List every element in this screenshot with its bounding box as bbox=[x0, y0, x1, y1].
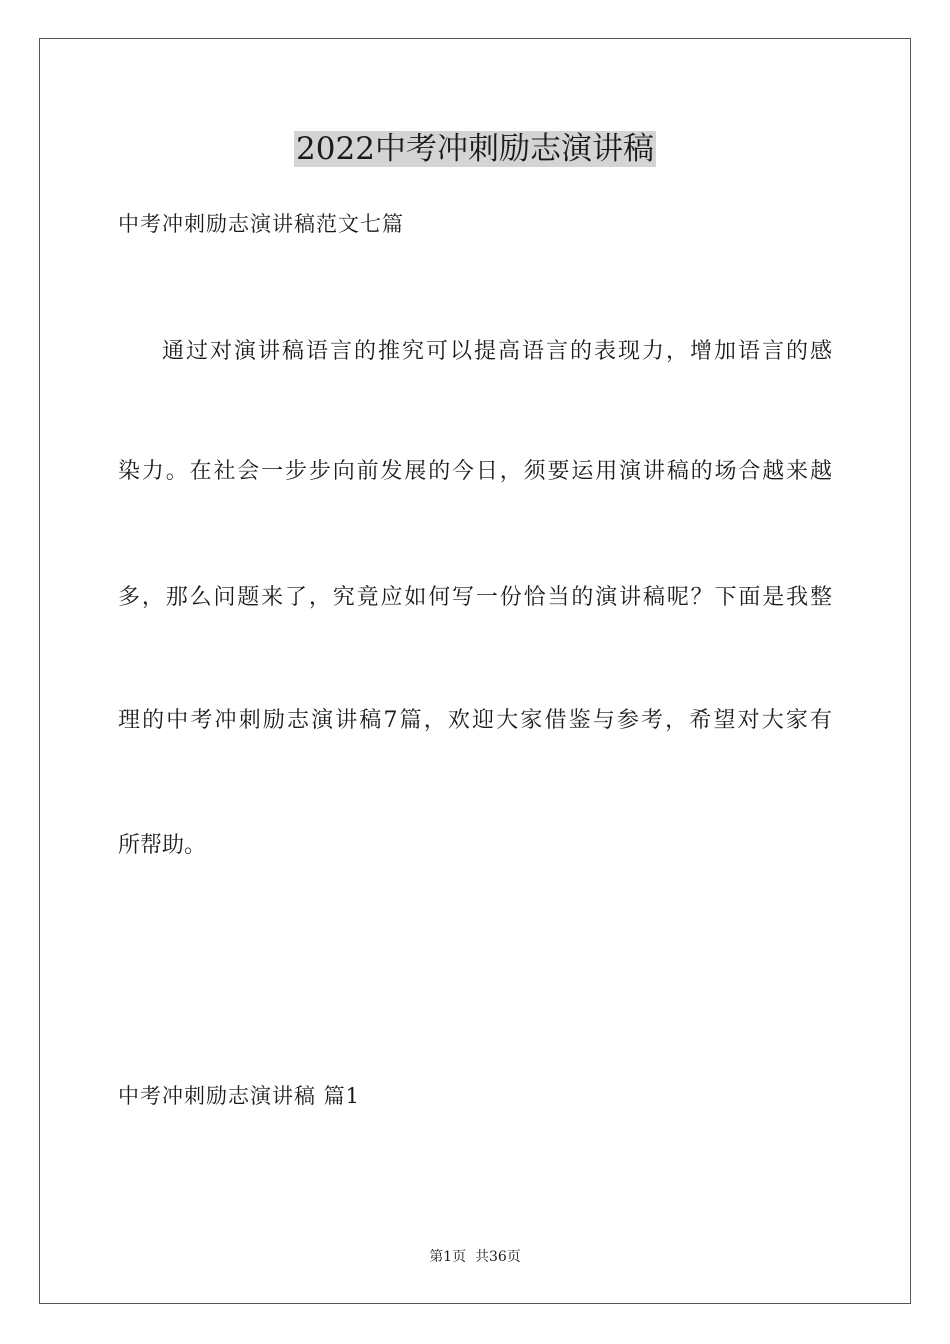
document-subtitle: 中考冲刺励志演讲稿范文七篇 bbox=[118, 212, 404, 236]
intro-paragraph-line: 多，那么问题来了，究竟应如何写一份恰当的演讲稿呢？下面是我整 bbox=[118, 585, 832, 610]
section-heading: 中考冲刺励志演讲稿 篇1 bbox=[118, 1084, 361, 1108]
intro-paragraph-line: 通过对演讲稿语言的推究可以提高语言的表现力，增加语言的感 bbox=[162, 339, 832, 364]
document-title-text: 2022中考冲刺励志演讲稿 bbox=[296, 131, 654, 167]
intro-paragraph-line: 理的中考冲刺励志演讲稿7篇，欢迎大家借鉴与参考，希望对大家有 bbox=[118, 708, 832, 733]
document-title bbox=[0, 127, 950, 171]
page-number-footer: 第1页 共36页 bbox=[429, 1249, 521, 1265]
intro-paragraph-line: 染力。在社会一步步向前发展的今日，须要运用演讲稿的场合越来越 bbox=[118, 459, 832, 484]
intro-paragraph-line: 所帮助。 bbox=[118, 833, 207, 858]
